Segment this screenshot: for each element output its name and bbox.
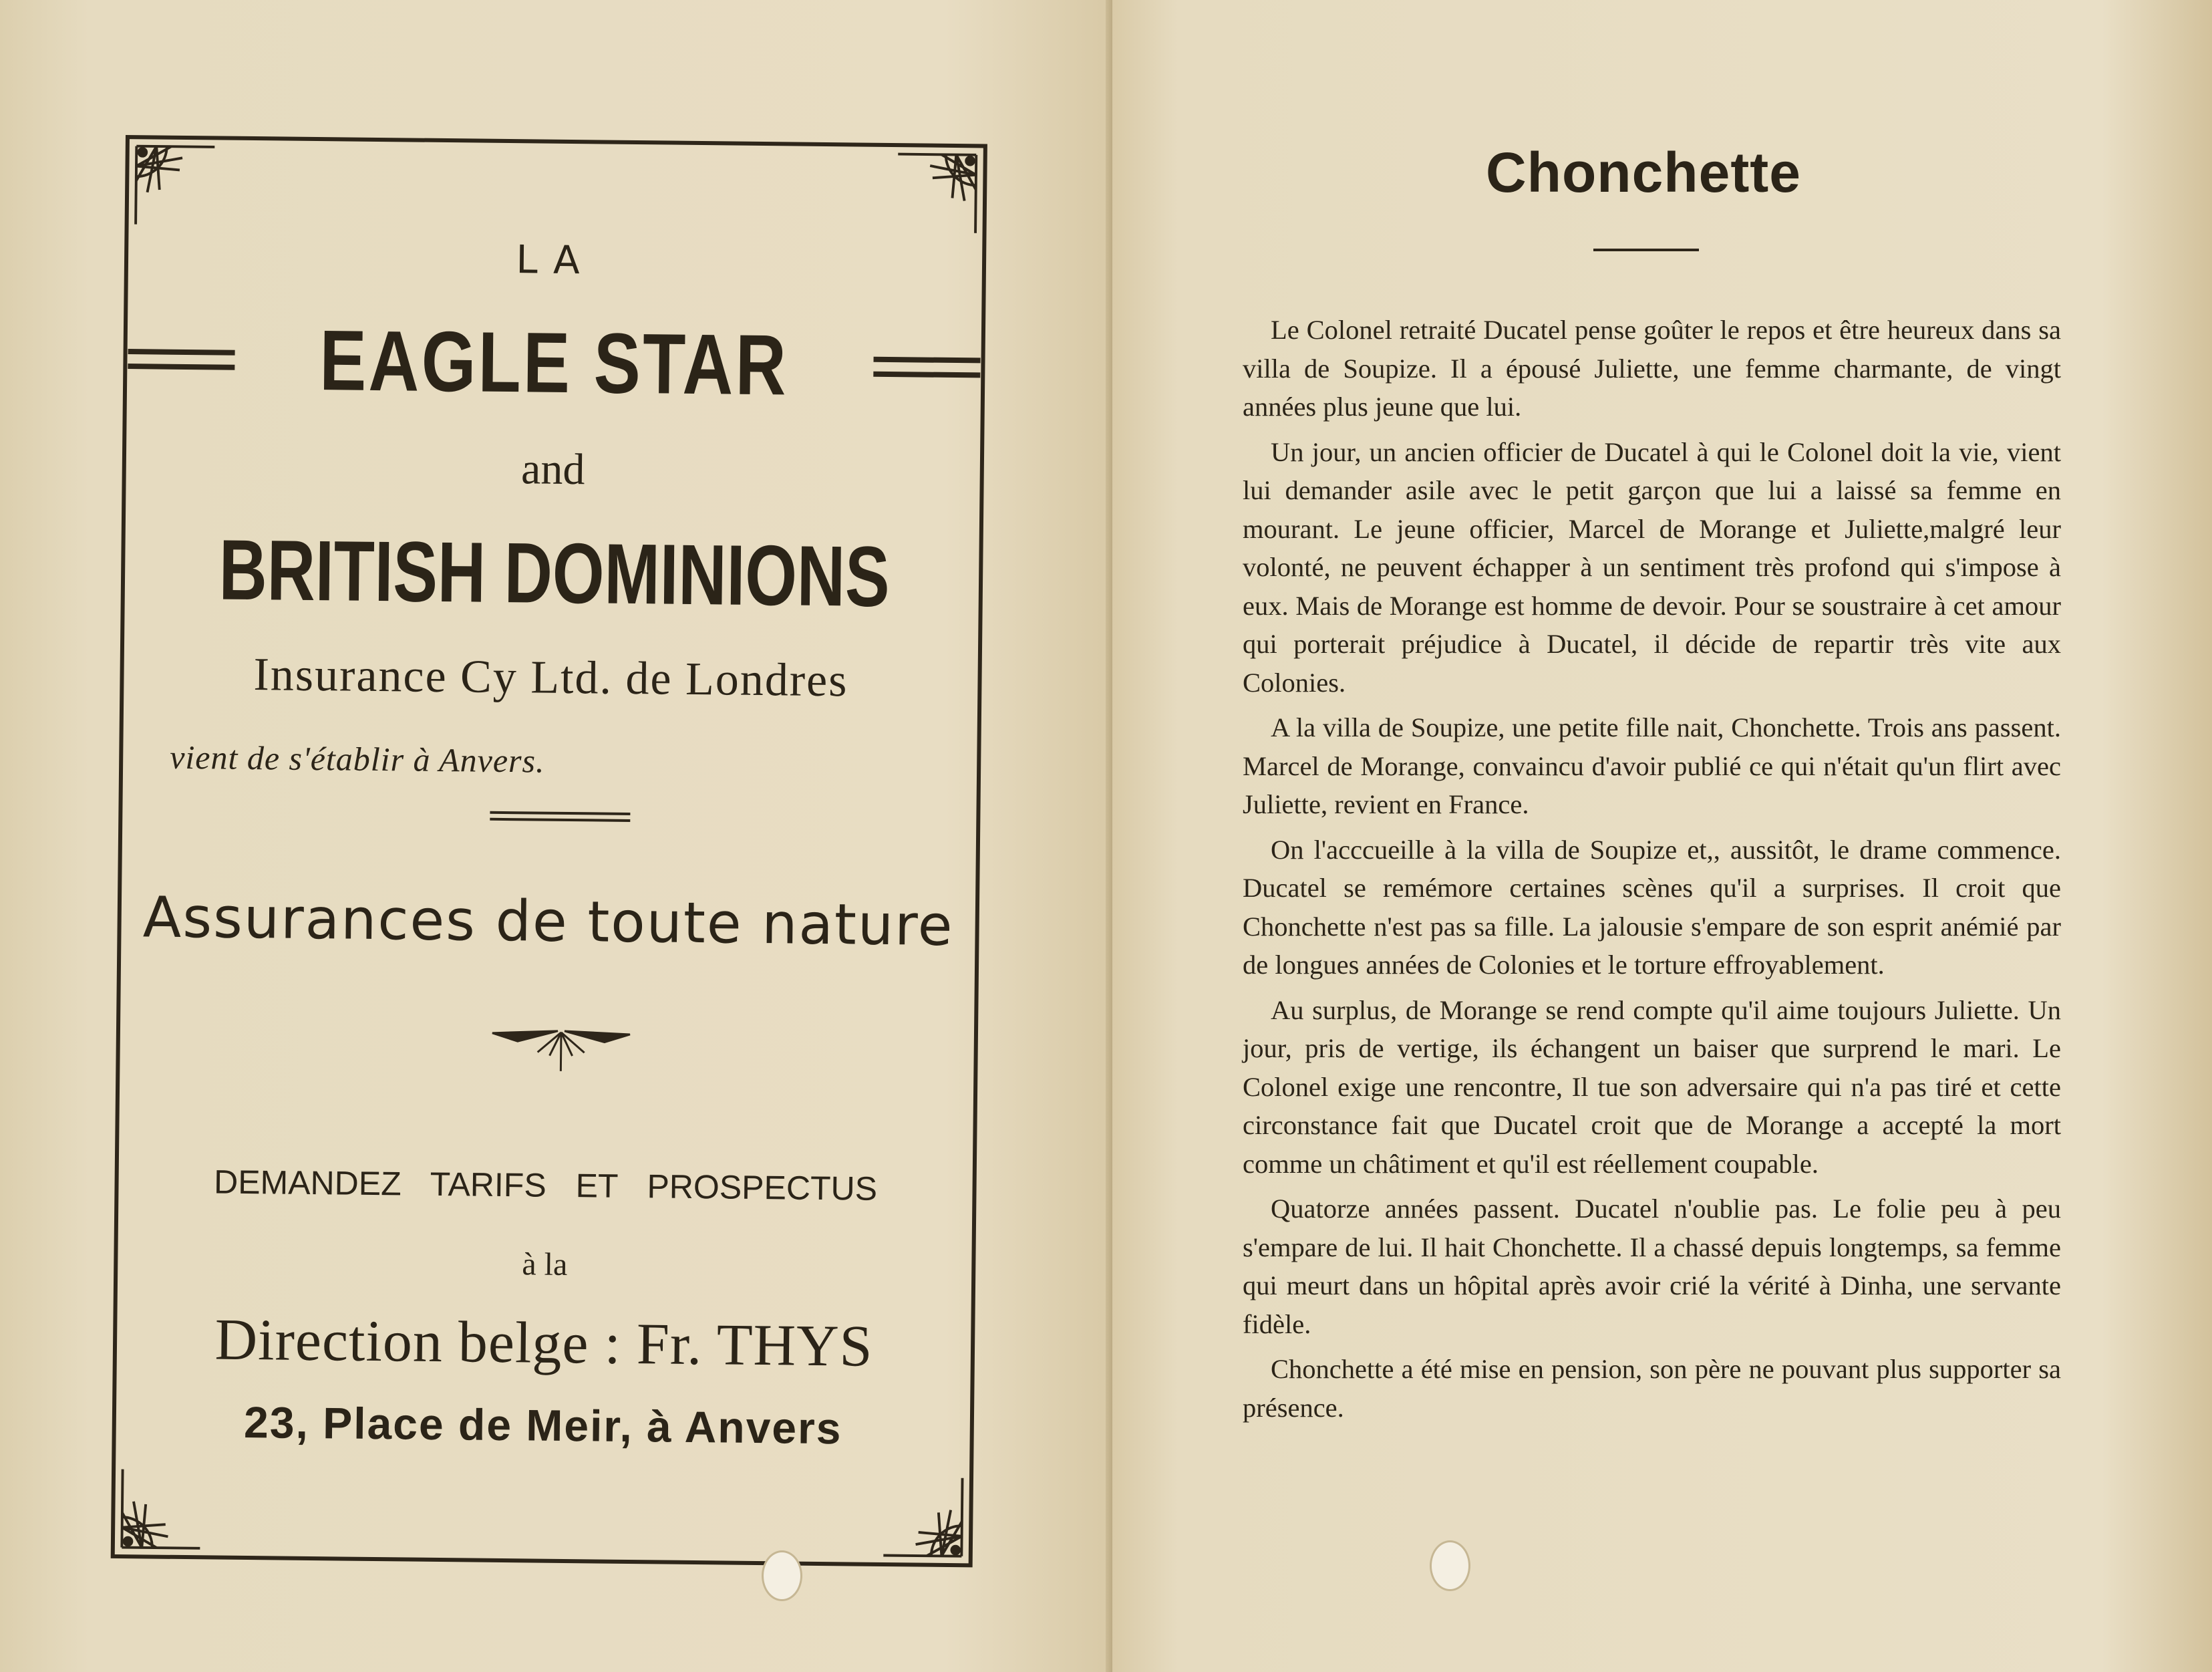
decorative-bars <box>128 349 235 370</box>
ad-separator <box>490 811 630 822</box>
ad-direction-line: Direction belge : Fr. THYS <box>214 1307 874 1379</box>
article-paragraph: A la villa de Soupize, une petite fille nait, Chonchette. Trois ans passent. Marcel de Morange, convaincu d'avoir publié ce qui n'était qu'un flirt avec Juliette, revient en France. <box>1243 712 2061 819</box>
ad-and-text: and <box>520 444 585 495</box>
decorative-bars <box>873 356 980 378</box>
arrow-ornament-icon <box>490 1018 631 1073</box>
article-body <box>1243 311 2061 1433</box>
punch-hole <box>762 1550 802 1601</box>
ad-insurance-line: Insurance Cy Ltd. de Londres <box>253 649 848 707</box>
ad-address-line: 23, Place de Meir, à Anvers <box>243 1397 842 1453</box>
article-paragraph: Le Colonel retraité Ducatel pense goûter le repos et être heureux dans sa villa de Soupize. Il a épousé Juliette, une femme charmante, de vingt années plus jeune que lui. <box>1243 315 2061 422</box>
ad-established-line: vient de s'établir à Anvers. <box>169 738 545 780</box>
corner-ornament-icon <box>132 142 219 229</box>
corner-ornament-icon <box>118 1465 205 1552</box>
punch-hole <box>1430 1540 1470 1591</box>
title-rule <box>1593 249 1699 251</box>
ad-la-text: LA <box>516 237 595 283</box>
article-paragraph: Quatorze années passent. Ducatel n'oublie pas. Le folie peu à peu s'empare de lui. Il hait Chonchette. Il a chassé depuis longtemps, sa femme qui meurt dans un hôpital après avoir crié la vérité à Dinha, une servante fidèle. <box>1243 1194 2061 1339</box>
corner-ornament-icon <box>893 150 980 237</box>
ad-assurances-line: Assurances de toute nature <box>142 884 955 959</box>
advertisement-frame <box>111 135 987 1567</box>
article-paragraph: Chonchette a été mise en pension, son père ne pouvant plus supporter sa présence. <box>1243 1354 2061 1423</box>
ad-british-dominions-heading: BRITISH DOMINIONS <box>218 522 891 625</box>
article-paragraph: Au surplus, de Morange se rend compte qu'il aime toujours Juliette. Un jour, pris de vertige, ils échangent un baiser que surprend le mari. Le Colonel exige une rencontre, Il tue son adversaire qui n'a pas tiré et cette circonstance fait que Ducatel croit que de Morange a accepté la mort comme un châtiment et qu'il est réellement coupable. <box>1243 994 2061 1179</box>
article-title: Chonchette <box>1486 141 1801 204</box>
ad-eagle-star-row <box>127 309 981 416</box>
ad-eagle-star-heading: EAGLE STAR <box>319 313 789 414</box>
ad-demandez-line: DEMANDEZ TARIFS ET PROSPECTUS <box>213 1163 878 1208</box>
article-paragraph: Un jour, un ancien officier de Ducatel à qui le Colonel doit la vie, vient lui demander asile avec le petit garçon que lui a laissé sa femme en mourant. Le jeune officier, Marcel de Morange et Juliette,malgré leur volonté, ne peuvent échapper à un sentiment très profond qui s'impose à eux. Mais de Morange est homme de devoir. Pour se soustraire à cet amour qui porterait préjudice à Ducatel, il décide de repartir très vite aux Colonies. <box>1243 436 2061 698</box>
corner-ornament-icon <box>879 1473 967 1560</box>
article-paragraph: On l'acccueille à la villa de Soupize et,, aussitôt, le drame commence. Ducatel se remémore certaines scènes qu'il a surprises. Il croit que Chonchette n'est pas sa fille. La jalousie s'empare de son esprit anémié par de longues années de Colonies et le torture effroyablement. <box>1243 834 2061 980</box>
ad-a-la-text: à la <box>522 1246 568 1283</box>
